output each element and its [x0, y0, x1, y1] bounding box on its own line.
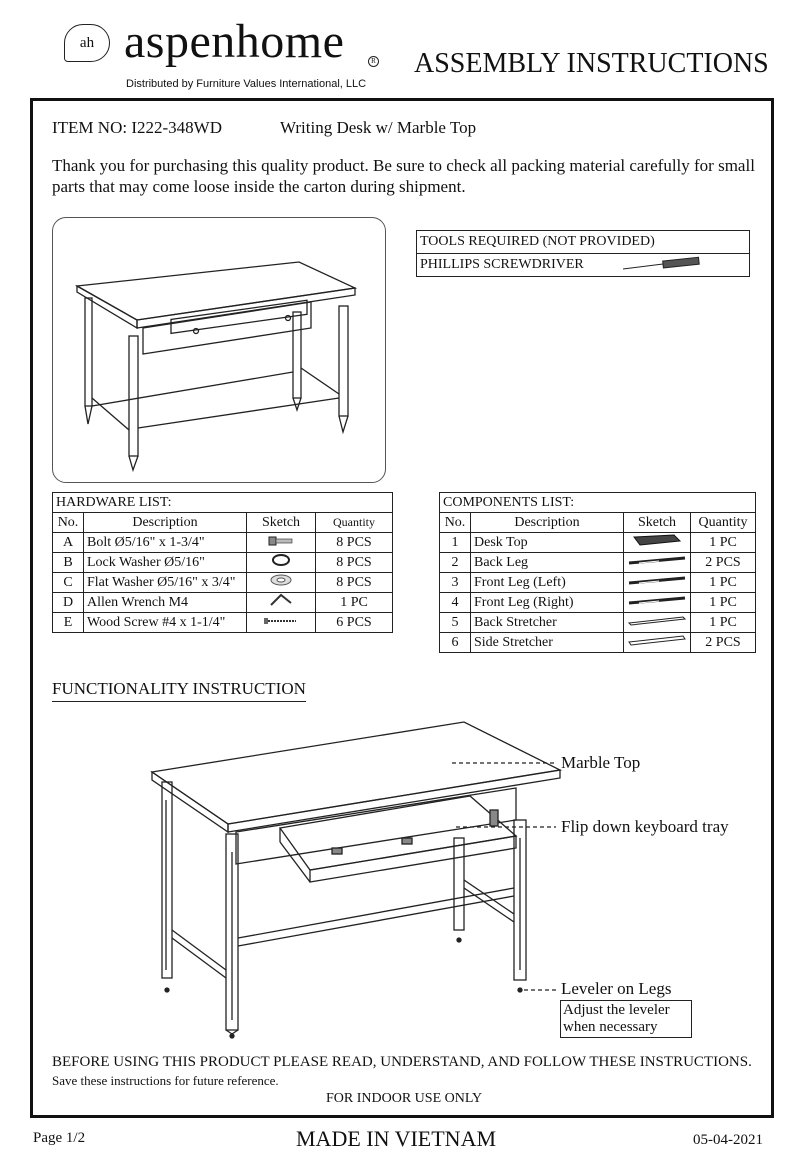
- registered-mark: R: [368, 56, 379, 67]
- hw-qty: 8 PCS: [316, 553, 393, 573]
- flat-washer-icon: [247, 573, 316, 593]
- table-row: [53, 553, 393, 573]
- leg-icon: [624, 573, 691, 593]
- made-in: MADE IN VIETNAM: [296, 1126, 497, 1151]
- cp-no: 4: [440, 593, 471, 613]
- stretcher-icon: [624, 633, 691, 653]
- table-row: [53, 573, 393, 593]
- hardware-header-qty: Quantity: [316, 513, 393, 533]
- table-row: [440, 573, 756, 593]
- save-note: Save these instructions for future reference.: [52, 1073, 279, 1088]
- components-table: [439, 492, 756, 653]
- cp-desc: Front Leg (Right): [471, 593, 624, 613]
- hardware-header-sketch: Sketch: [247, 513, 316, 533]
- callout-keyboard-tray: Flip down keyboard tray: [561, 817, 729, 836]
- cp-desc: Front Leg (Left): [471, 573, 624, 593]
- table-row: [440, 593, 756, 613]
- lock-washer-icon: [247, 553, 316, 573]
- brand-name: aspenhome: [124, 15, 345, 68]
- page-number: Page 1/2: [33, 1130, 86, 1146]
- hw-no: A: [53, 533, 84, 553]
- table-row: [440, 553, 756, 573]
- components-header-sketch: Sketch: [624, 513, 691, 533]
- cp-qty: 1 PC: [691, 593, 756, 613]
- hw-qty: 8 PCS: [316, 533, 393, 553]
- hw-no: D: [53, 593, 84, 613]
- tool-label: PHILLIPS SCREWDRIVER: [420, 257, 584, 272]
- hw-desc: Flat Washer Ø5/16" x 3/4": [84, 573, 247, 593]
- leg-icon: [624, 593, 691, 613]
- components-header-no: No.: [440, 513, 471, 533]
- indoor-note: FOR INDOOR USE ONLY: [326, 1091, 483, 1106]
- desk-illustration: [53, 218, 387, 484]
- screwdriver-icon: [623, 259, 703, 273]
- table-row: [53, 533, 393, 553]
- hw-no: E: [53, 613, 84, 633]
- leg-icon: [624, 553, 691, 573]
- cp-no: 1: [440, 533, 471, 553]
- components-title: COMPONENTS LIST:: [440, 493, 756, 513]
- cp-no: 6: [440, 633, 471, 653]
- hw-qty: 8 PCS: [316, 573, 393, 593]
- page-title: ASSEMBLY INSTRUCTIONS: [414, 48, 769, 79]
- cp-qty: 1 PC: [691, 533, 756, 553]
- document-date: 05-04-2021: [693, 1132, 763, 1148]
- hw-qty: 1 PC: [316, 593, 393, 613]
- distributor-line: Distributed by Furniture Values International, LLC: [126, 78, 367, 90]
- hw-desc: Lock Washer Ø5/16": [84, 553, 247, 573]
- hardware-table: [52, 492, 393, 633]
- cp-qty: 1 PC: [691, 613, 756, 633]
- warning-text: BEFORE USING THIS PRODUCT PLEASE READ, UNDERSTAND, AND FOLLOW THESE INSTRUCTIONS.: [52, 1054, 752, 1070]
- table-row: [53, 613, 393, 633]
- cp-desc: Desk Top: [471, 533, 624, 553]
- tools-item: [417, 254, 750, 277]
- item-number: ITEM NO: I222-348WD: [52, 118, 222, 137]
- cp-desc: Back Leg: [471, 553, 624, 573]
- cp-qty: 1 PC: [691, 573, 756, 593]
- table-row: [53, 593, 393, 613]
- hardware-title: HARDWARE LIST:: [53, 493, 393, 513]
- intro-text: Thank you for purchasing this quality product. Be sure to check all packing material carefully for small parts that may come loose inside the carton during shipment.: [52, 156, 755, 196]
- hw-desc: Wood Screw #4 x 1-1/4": [84, 613, 247, 633]
- hw-desc: Allen Wrench M4: [84, 593, 247, 613]
- callout-leveler: Leveler on Legs: [561, 979, 672, 998]
- cp-no: 2: [440, 553, 471, 573]
- hw-desc: Bolt Ø5/16" x 1-3/4": [84, 533, 247, 553]
- desk-top-icon: [624, 533, 691, 553]
- logo-badge: ah: [64, 24, 110, 62]
- stretcher-icon: [624, 613, 691, 633]
- cp-no: 3: [440, 573, 471, 593]
- allen-wrench-icon: [247, 593, 316, 613]
- table-row: [440, 633, 756, 653]
- tools-heading: TOOLS REQUIRED (NOT PROVIDED): [417, 231, 750, 254]
- hw-no: C: [53, 573, 84, 593]
- product-illustration-box: [52, 217, 386, 483]
- table-row: [440, 613, 756, 633]
- cp-desc: Back Stretcher: [471, 613, 624, 633]
- bolt-icon: [247, 533, 316, 553]
- cp-no: 5: [440, 613, 471, 633]
- hw-qty: 6 PCS: [316, 613, 393, 633]
- hardware-header-desc: Description: [84, 513, 247, 533]
- callout-marble-top: Marble Top: [561, 753, 641, 772]
- hw-no: B: [53, 553, 84, 573]
- leveler-note: Adjust the leveler when necessary: [560, 1000, 692, 1038]
- wood-screw-icon: [247, 613, 316, 633]
- cp-qty: 2 PCS: [691, 553, 756, 573]
- table-row: [440, 533, 756, 553]
- item-name: Writing Desk w/ Marble Top: [280, 118, 477, 137]
- functionality-title: FUNCTIONALITY INSTRUCTION: [52, 679, 306, 702]
- tools-table: [416, 230, 750, 277]
- cp-desc: Side Stretcher: [471, 633, 624, 653]
- components-header-desc: Description: [471, 513, 624, 533]
- cp-qty: 2 PCS: [691, 633, 756, 653]
- hardware-header-no: No.: [53, 513, 84, 533]
- components-header-qty: Quantity: [691, 513, 756, 533]
